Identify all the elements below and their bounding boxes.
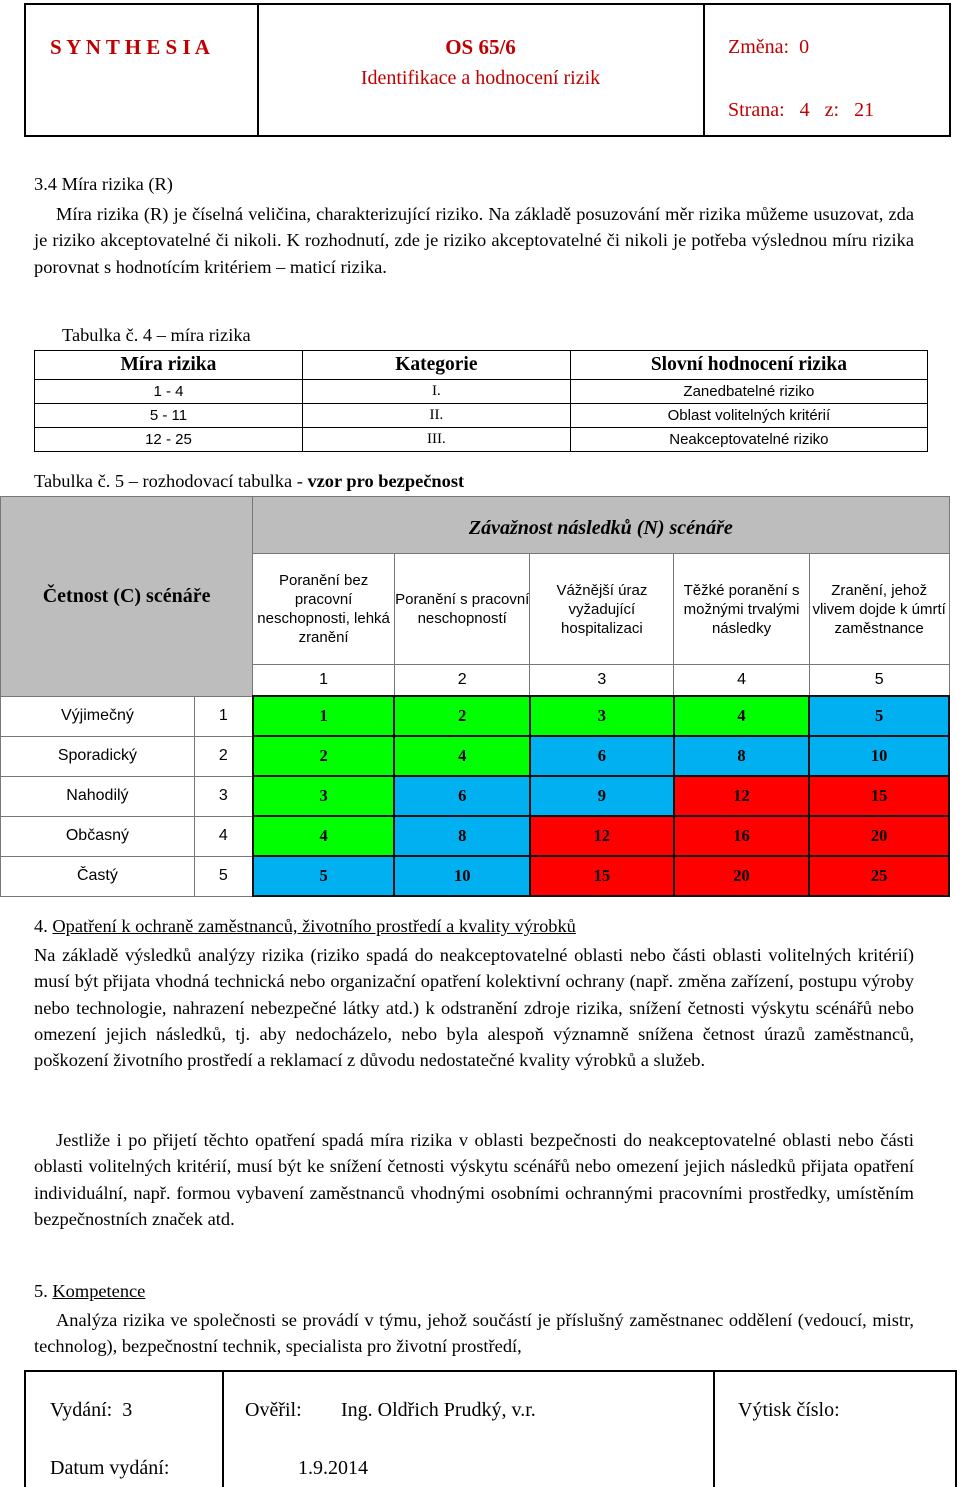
change-number: Změna: 0 bbox=[728, 36, 810, 58]
table-cell: I. bbox=[302, 380, 570, 404]
matrix-cell: 20 bbox=[674, 856, 810, 896]
section-4-paragraph-1: Na základě výsledků analýzy rizika (riziko spadá do neakceptovatelné oblasti nebo části oblasti volitelných kritérií) musí být přijata vhodná technická nebo organizační opatření kolektivní ochrany (např. změna zařízení, postupu výroby nebo technologie, nahrazení nebezpečné látky atd.) k odstranění zdroje rizika, snížení četnosti výskytu scénářů nebo omezení jejich následků, tj. aby nedocházelo, nebo byla alespoň významně snížena četnost úrazů zaměstnanců, poškození životního prostředí a reklamací z důvodu nedostatečné kvality výrobků a služeb. bbox=[34, 945, 914, 1071]
frequency-number: 2 bbox=[194, 736, 252, 776]
matrix-cell: 2 bbox=[253, 736, 395, 776]
matrix-cell: 12 bbox=[530, 816, 674, 856]
document-title: Identifikace a hodnocení rizik bbox=[360, 67, 601, 89]
frequency-name: Občasný bbox=[1, 816, 195, 856]
table-cell: 5 - 11 bbox=[35, 404, 303, 428]
table-header-row bbox=[35, 351, 928, 380]
section-5-title: Kompetence bbox=[52, 1281, 146, 1301]
matrix-cell: 5 bbox=[809, 696, 949, 736]
section-4-number: 4. bbox=[34, 916, 48, 936]
frequency-number: 4 bbox=[194, 816, 252, 856]
matrix-cell: 8 bbox=[394, 816, 530, 856]
table-cell: Oblast volitelných kritérií bbox=[570, 404, 927, 428]
matrix-cell: 15 bbox=[809, 776, 949, 816]
frequency-name: Častý bbox=[1, 856, 195, 896]
page-number: Strana: 4 z: 21 bbox=[728, 99, 875, 121]
footer-divider-1 bbox=[222, 1370, 224, 1487]
issue-number: Vydání: 3 bbox=[50, 1399, 133, 1421]
severity-label: Poranění bez pracovní neschopnosti, lehká zranění bbox=[253, 554, 395, 665]
severity-label: Těžké poranění s možnými trvalými následky bbox=[674, 554, 810, 665]
frequency-number: 5 bbox=[194, 856, 252, 896]
table-cell: 1 - 4 bbox=[35, 380, 303, 404]
severity-label: Poranění s pracovní neschopností bbox=[394, 554, 530, 665]
section-5-paragraph-1 bbox=[34, 1307, 914, 1360]
table-4-caption: Tabulka č. 4 – míra rizika bbox=[62, 325, 251, 345]
col-header-verbal-rating: Slovní hodnocení rizika bbox=[570, 351, 927, 380]
header-divider-2 bbox=[703, 3, 705, 137]
matrix-cell: 6 bbox=[530, 736, 674, 776]
copy-number-label: Výtisk číslo: bbox=[738, 1399, 840, 1421]
table-cell: II. bbox=[302, 404, 570, 428]
matrix-cell: 5 bbox=[253, 856, 395, 896]
matrix-header-row bbox=[1, 497, 950, 554]
severity-header: Závažnost následků (N) scénáře bbox=[253, 497, 949, 554]
severity-number: 5 bbox=[809, 665, 949, 697]
matrix-cell: 16 bbox=[674, 816, 810, 856]
frequency-name: Nahodilý bbox=[1, 776, 195, 816]
matrix-cell: 9 bbox=[530, 776, 674, 816]
footer-divider-2 bbox=[713, 1370, 715, 1487]
document-code: OS 65/6 bbox=[445, 35, 516, 59]
table-5-caption bbox=[34, 471, 464, 492]
matrix-cell: 8 bbox=[674, 736, 810, 776]
verified-label: Ověřil: bbox=[245, 1399, 302, 1421]
section-5-number: 5. bbox=[34, 1281, 48, 1301]
matrix-cell: 4 bbox=[253, 816, 395, 856]
section-4-paragraph-2 bbox=[34, 1127, 914, 1232]
frequency-number: 3 bbox=[194, 776, 252, 816]
matrix-cell: 10 bbox=[394, 856, 530, 896]
table-row bbox=[35, 404, 928, 428]
table-cell: Zanedbatelné riziko bbox=[570, 380, 927, 404]
matrix-cell: 10 bbox=[809, 736, 949, 776]
frequency-header: Četnost (C) scénáře bbox=[1, 497, 253, 697]
section-4-title: Opatření k ochraně zaměstnanců, životního prostředí a kvality výrobků bbox=[52, 916, 576, 936]
section-3-4-heading: 3.4 Míra rizika (R) bbox=[34, 174, 173, 194]
issue-date-value: 1.9.2014 bbox=[298, 1457, 368, 1479]
matrix-row bbox=[1, 856, 950, 896]
matrix-row bbox=[1, 696, 950, 736]
matrix-cell: 6 bbox=[394, 776, 530, 816]
section-3-4-body: Míra rizika (R) je číselná veličina, charakterizující riziko. Na základě posuzování měr rizika můžeme usuzovat, zda je riziko akceptovatelné či nikoli. K rozhodnutí, zde je riziko akceptovatelné či nikoli je potřeba výslednou míru rizika porovnat s hodnotícím kritériem – maticí rizika. bbox=[34, 204, 914, 277]
severity-number: 2 bbox=[394, 665, 530, 697]
section-4-paragraph-2-text: Jestliže i po přijetí těchto opatření spadá míra rizika v oblasti bezpečnosti do neakceptovatelné oblasti nebo části oblasti volitelných kritérií, musí být ke snížení četnosti výskytu scénářů nebo omezení jejich následků přijata opatření individuální, např. formou vybavení zaměstnanců vhodnými osobními ochrannými pracovními prostředky, umístěním bezpečnostních značek atd. bbox=[34, 1130, 914, 1229]
issue-date-label: Datum vydání: bbox=[50, 1457, 170, 1479]
matrix-row bbox=[1, 736, 950, 776]
decision-matrix bbox=[0, 496, 950, 897]
risk-level-table bbox=[34, 350, 928, 452]
matrix-cell: 1 bbox=[253, 696, 395, 736]
section-5-paragraph-1-text: Analýza rizika ve společnosti se provádí v týmu, jehož součástí je příslušný zaměstnanec oddělení (vedoucí, mistr, technolog), bezpečnostní technik, specialista pro životní prostředí, bbox=[34, 1310, 914, 1357]
col-header-risk-level: Míra rizika bbox=[35, 351, 303, 380]
table-row bbox=[35, 428, 928, 452]
col-header-category: Kategorie bbox=[302, 351, 570, 380]
matrix-row bbox=[1, 816, 950, 856]
severity-label: Vážnější úraz vyžadující hospitalizaci bbox=[530, 554, 674, 665]
severity-number: 1 bbox=[253, 665, 395, 697]
verified-name: Ing. Oldřich Prudký, v.r. bbox=[341, 1399, 536, 1421]
section-4-heading bbox=[34, 916, 576, 937]
frequency-number: 1 bbox=[194, 696, 252, 736]
table-cell: III. bbox=[302, 428, 570, 452]
table-5-caption-text: Tabulka č. 5 – rozhodovací tabulka - bbox=[34, 471, 308, 491]
matrix-cell: 3 bbox=[253, 776, 395, 816]
matrix-cell: 4 bbox=[674, 696, 810, 736]
frequency-name: Výjimečný bbox=[1, 696, 195, 736]
matrix-cell: 20 bbox=[809, 816, 949, 856]
table-5-caption-bold: vzor pro bezpečnost bbox=[307, 471, 465, 491]
section-3-4-text bbox=[34, 201, 914, 280]
severity-number: 3 bbox=[530, 665, 674, 697]
matrix-cell: 25 bbox=[809, 856, 949, 896]
matrix-row bbox=[1, 776, 950, 816]
severity-number: 4 bbox=[674, 665, 810, 697]
matrix-cell: 15 bbox=[530, 856, 674, 896]
matrix-cell: 3 bbox=[530, 696, 674, 736]
matrix-cell: 4 bbox=[394, 736, 530, 776]
table-cell: 12 - 25 bbox=[35, 428, 303, 452]
frequency-name: Sporadický bbox=[1, 736, 195, 776]
severity-label: Zranění, jehož vlivem dojde k úmrtí zaměstnance bbox=[809, 554, 949, 665]
matrix-cell: 12 bbox=[674, 776, 810, 816]
table-cell: Neakceptovatelné riziko bbox=[570, 428, 927, 452]
table-row bbox=[35, 380, 928, 404]
company-name: S Y N T H E S I A bbox=[50, 35, 210, 59]
section-5-heading bbox=[34, 1281, 145, 1302]
matrix-cell: 2 bbox=[394, 696, 530, 736]
